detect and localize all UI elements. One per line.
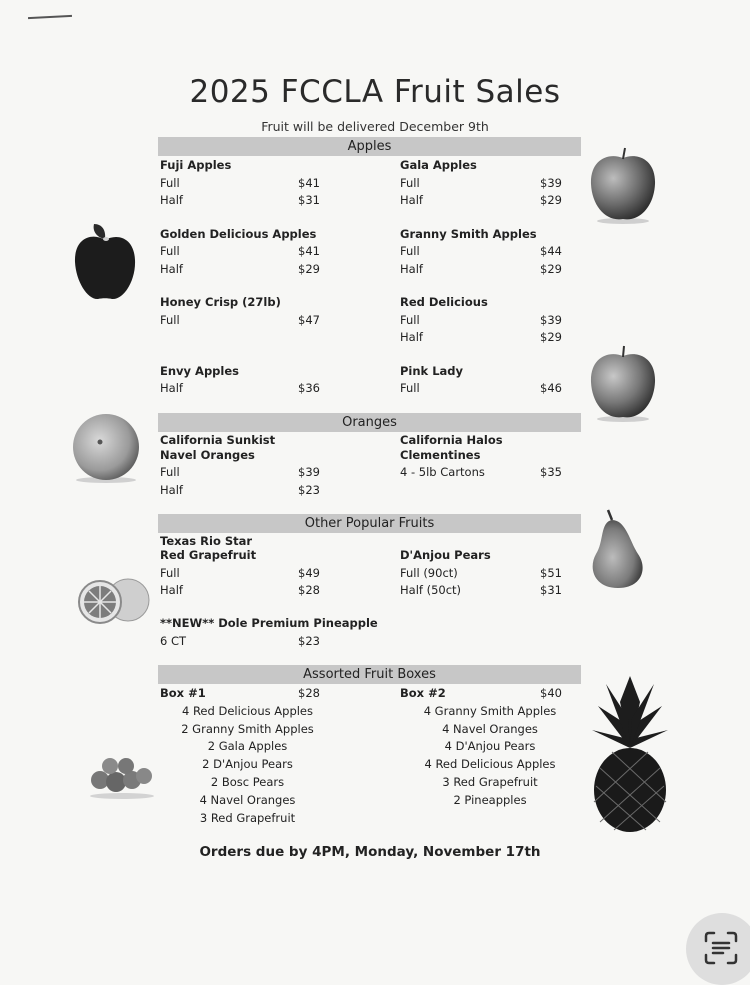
section-header-apples: Apples <box>158 137 581 156</box>
fuji-name: Fuji Apples <box>160 158 232 172</box>
box2-name: Box #2 <box>400 686 446 700</box>
apple-top-icon <box>588 146 658 224</box>
grapefruit-name-line2: Red Grapefruit <box>160 548 257 562</box>
golden-size-half: Half <box>160 262 183 276</box>
sunkist-price-half: $23 <box>298 483 320 497</box>
pineapple-icon <box>590 672 670 834</box>
halos-name-line2: Clementines <box>400 448 481 462</box>
golden-name: Golden Delicious Apples <box>160 227 317 241</box>
red-size-full: Full <box>400 313 420 327</box>
box2-item: 4 Navel Oranges <box>442 722 538 736</box>
box2-item: 4 D'Anjou Pears <box>444 739 536 753</box>
pink-name: Pink Lady <box>400 364 464 378</box>
pears-size-half: Half (50ct) <box>400 583 462 597</box>
gala-size-half: Half <box>400 193 423 207</box>
red-price-half: $29 <box>540 330 562 344</box>
pears-price-full: $51 <box>540 566 562 580</box>
envy-price-half: $36 <box>298 381 320 395</box>
section-header-other: Other Popular Fruits <box>158 514 581 533</box>
gala-size-full: Full <box>400 176 420 190</box>
grapefruit-name-line1: Texas Rio Star <box>160 534 253 548</box>
envy-name: Envy Apples <box>160 364 239 378</box>
box2-item: 3 Red Grapefruit <box>442 775 538 789</box>
granny-price-half: $29 <box>540 262 562 276</box>
grapes-icon <box>86 752 158 800</box>
halos-name-line1: California Halos <box>400 433 503 447</box>
delivery-note: Fruit will be delivered December 9th <box>261 119 489 134</box>
fuji-size-half: Half <box>160 193 183 207</box>
fuji-size-full: Full <box>160 176 180 190</box>
grapefruit-size-half: Half <box>160 583 183 597</box>
fuji-price-half: $31 <box>298 193 320 207</box>
granny-size-full: Full <box>400 244 420 258</box>
pineapple-price: $23 <box>298 634 320 648</box>
honey-name: Honey Crisp (27lb) <box>160 295 281 309</box>
sunkist-size-half: Half <box>160 483 183 497</box>
red-name: Red Delicious <box>400 295 488 309</box>
fuji-price-full: $41 <box>298 176 320 190</box>
halos-price: $35 <box>540 465 562 479</box>
granny-price-full: $44 <box>540 244 562 258</box>
box2-item: 4 Granny Smith Apples <box>423 704 557 718</box>
pears-size-full: Full (90ct) <box>400 566 458 580</box>
pineapple-name: **NEW** Dole Premium Pineapple <box>160 616 378 630</box>
box1-item: 3 Red Grapefruit <box>199 811 296 825</box>
pineapple-size: 6 CT <box>160 634 187 648</box>
red-size-half: Half <box>400 330 423 344</box>
box2-item: 4 Red Delicious Apples <box>424 757 556 771</box>
grapefruit-size-full: Full <box>160 566 180 580</box>
box1-item: 4 Navel Oranges <box>199 793 296 807</box>
envy-size-half: Half <box>160 381 183 395</box>
honey-size-full: Full <box>160 313 180 327</box>
pink-price-full: $46 <box>540 381 562 395</box>
apple-silhouette-icon <box>72 220 138 302</box>
box1-item: 2 D'Anjou Pears <box>202 757 293 771</box>
red-price-full: $39 <box>540 313 562 327</box>
grapefruit-price-full: $49 <box>298 566 320 580</box>
box2-item: 2 Pineapples <box>453 793 527 807</box>
golden-size-full: Full <box>160 244 180 258</box>
apple-middle-icon <box>588 344 658 422</box>
sunkist-price-full: $39 <box>298 465 320 479</box>
orange-icon <box>70 412 142 484</box>
pear-icon <box>588 508 650 590</box>
box1-item: 2 Gala Apples <box>207 739 288 753</box>
page-title: 2025 FCCLA Fruit Sales <box>189 74 561 110</box>
box2-price: $40 <box>540 686 562 700</box>
pink-size-full: Full <box>400 381 420 395</box>
pears-name: D'Anjou Pears <box>400 548 491 562</box>
box1-price: $28 <box>298 686 320 700</box>
honey-price-full: $47 <box>298 313 320 327</box>
golden-price-half: $29 <box>298 262 320 276</box>
section-header-oranges: Oranges <box>158 413 581 432</box>
gala-name: Gala Apples <box>400 158 477 172</box>
pen-mark <box>28 15 72 19</box>
order-deadline: Orders due by 4PM, Monday, November 17th <box>199 844 541 860</box>
golden-price-full: $41 <box>298 244 320 258</box>
box1-item: 2 Bosc Pears <box>210 775 285 789</box>
section-header-boxes: Assorted Fruit Boxes <box>158 665 581 684</box>
sunkist-name-line1: California Sunkist <box>160 433 276 447</box>
box1-name: Box #1 <box>160 686 206 700</box>
halos-size: 4 - 5lb Cartons <box>400 465 485 479</box>
gala-price-full: $39 <box>540 176 562 190</box>
granny-size-half: Half <box>400 262 423 276</box>
scan-text-icon <box>704 931 738 965</box>
box1-item: 2 Granny Smith Apples <box>181 722 314 736</box>
granny-name: Granny Smith Apples <box>400 227 537 241</box>
sunkist-size-full: Full <box>160 465 180 479</box>
sunkist-name-line2: Navel Oranges <box>160 448 255 462</box>
pears-price-half: $31 <box>540 583 562 597</box>
gala-price-half: $29 <box>540 193 562 207</box>
box1-item: 4 Red Delicious Apples <box>181 704 313 718</box>
grapefruit-icon <box>76 576 152 626</box>
live-text-scan-button[interactable] <box>686 913 750 985</box>
grapefruit-price-half: $28 <box>298 583 320 597</box>
